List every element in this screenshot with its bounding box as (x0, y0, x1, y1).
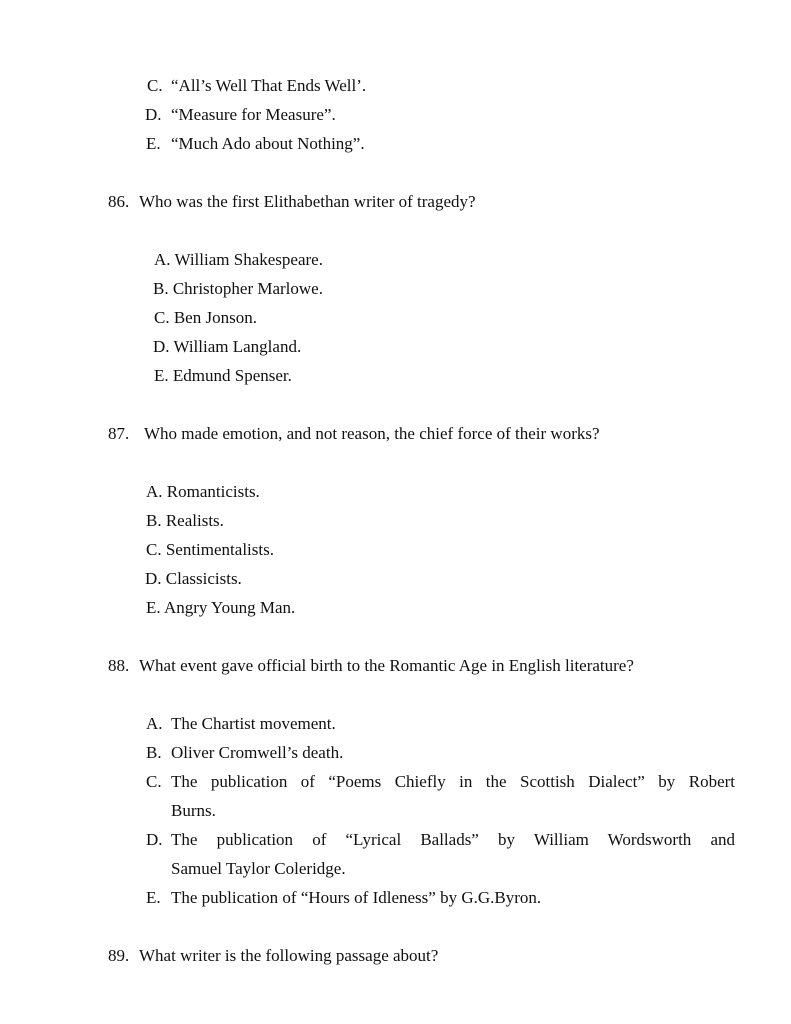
question-number: 87. (108, 424, 130, 443)
answer-option: B. Christopher Marlowe. (153, 279, 323, 298)
option-letter: C. (146, 772, 162, 791)
answer-option: C. Sentimentalists. (146, 540, 274, 559)
question-text: Who made emotion, and not reason, the chief force of their works? (144, 424, 600, 443)
answer-option: C. Ben Jonson. (154, 308, 257, 327)
option-text: The publication of “Hours of Idleness” by G.G.Byron. (171, 888, 542, 907)
option-text: The publication of “Lyrical Ballads” by William Wordsworth and (171, 830, 735, 849)
option-letter: C. (147, 76, 163, 95)
question-number: 89. (108, 946, 130, 965)
option-text-continued: Burns. (171, 801, 216, 820)
option-text: The publication of “Poems Chiefly in the Scottish Dialect” by Robert (171, 772, 735, 791)
answer-option: D. William Langland. (153, 337, 302, 356)
option-letter: B. (146, 743, 162, 762)
option-text: “Measure for Measure”. (171, 105, 336, 124)
question-text: What event gave official birth to the Romantic Age in English literature? (139, 656, 634, 675)
answer-option: B. Realists. (146, 511, 224, 530)
answer-option: A. Romanticists. (146, 482, 260, 501)
option-text: The Chartist movement. (171, 714, 336, 733)
option-text: “All’s Well That Ends Well’. (171, 76, 367, 95)
option-letter: E. (146, 888, 161, 907)
answer-option: D. Classicists. (145, 569, 242, 588)
answer-option: E. Angry Young Man. (146, 598, 296, 617)
option-letter: A. (146, 714, 163, 733)
option-letter: D. (145, 105, 162, 124)
option-text: “Much Ado about Nothing”. (171, 134, 365, 153)
option-letter: E. (146, 134, 161, 153)
answer-option: A. William Shakespeare. (154, 250, 323, 269)
question-text: Who was the first Elithabethan writer of tragedy? (139, 192, 476, 211)
answer-option: E. Edmund Spenser. (154, 366, 292, 385)
question-number: 88. (108, 656, 130, 675)
question-number: 86. (108, 192, 130, 211)
option-text-continued: Samuel Taylor Coleridge. (171, 859, 346, 878)
option-text: Oliver Cromwell’s death. (171, 743, 344, 762)
option-letter: D. (146, 830, 163, 849)
question-text: What writer is the following passage about? (139, 946, 439, 965)
